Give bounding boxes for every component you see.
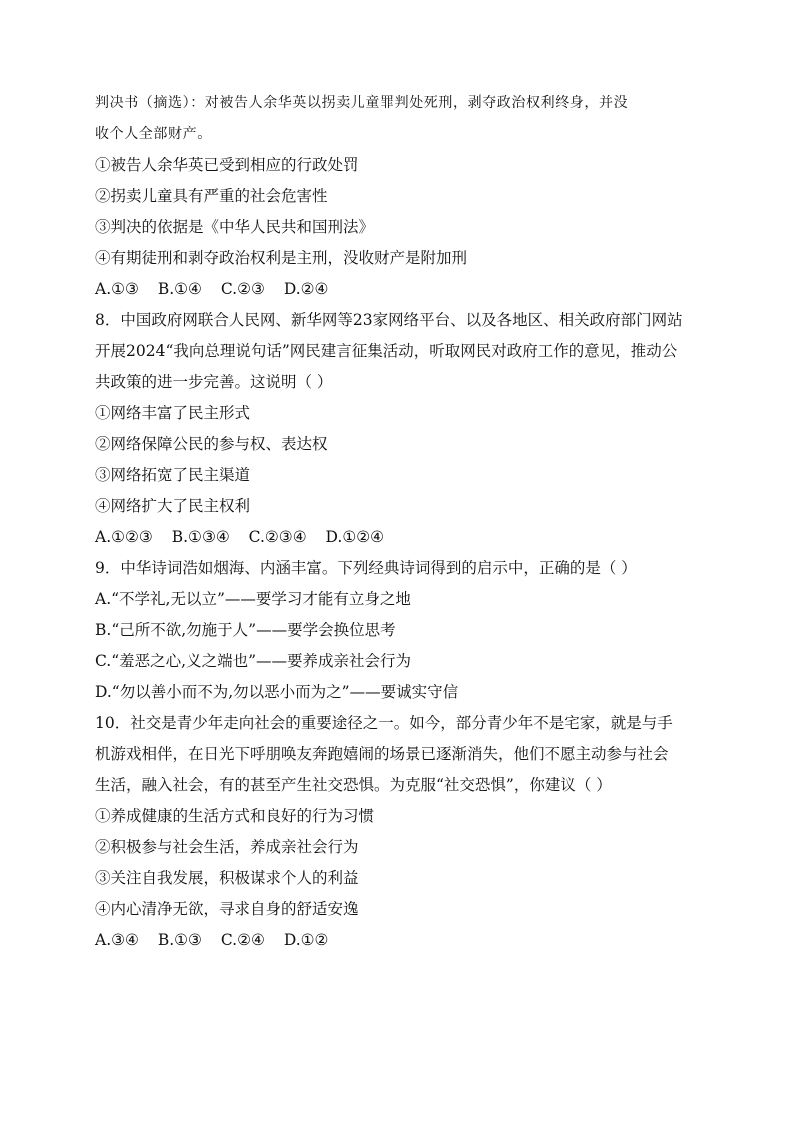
q10-statement-2: ②积极参与社会生活，养成亲社会行为 bbox=[95, 838, 359, 856]
q8-statement-1: ①网络丰富了民主形式 bbox=[95, 404, 251, 422]
exam-page bbox=[95, 88, 705, 956]
q8-statement-4: ④网络扩大了民主权利 bbox=[95, 497, 251, 515]
q10-statement-4: ④内心清净无欲，寻求自身的舒适安逸 bbox=[95, 900, 359, 918]
q8-statement-2: ②网络保障公民的参与权、表达权 bbox=[95, 435, 328, 453]
q8-stem-line-3: 共政策的进一步完善。这说明（ ） bbox=[95, 373, 333, 391]
q10-stem-line-2: 机游戏相伴，在日光下呼朋唤友奔跑嬉闹的场景已逐渐消失，他们不愿主动参与社会 bbox=[95, 745, 669, 763]
q10-statement-3: ③关注自我发展，积极谋求个人的利益 bbox=[95, 869, 359, 887]
q9-option-b: B.“己所不欲,勿施于人”——要学会换位思考 bbox=[95, 621, 396, 639]
question-8 bbox=[95, 305, 705, 553]
q9-stem: 9．中华诗词浩如烟海、内涵丰富。下列经典诗词得到的启示中，正确的是（ ） bbox=[95, 559, 637, 577]
q9-option-a: A.“不学礼,无以立”——要学习才能有立身之地 bbox=[95, 590, 411, 608]
question-7-continued bbox=[95, 88, 705, 305]
question-10 bbox=[95, 708, 705, 956]
q10-answer-choices: A.③④ B.①③ C.②④ D.①② bbox=[95, 931, 329, 949]
q7-answer-choices: A.①③ B.①④ C.②③ D.②④ bbox=[95, 280, 329, 298]
q9-option-c: C.“羞恶之心,义之端也”——要养成亲社会行为 bbox=[95, 652, 412, 670]
q8-answer-choices: A.①②③ B.①③④ C.②③④ D.①②④ bbox=[95, 528, 385, 546]
q10-stem-line-1: 10．社交是青少年走向社会的重要途径之一。如今，部分青少年不是宅家，就是与手 bbox=[95, 714, 673, 732]
q10-stem-line-3: 生活，融入社会，有的甚至产生社交恐惧。为克服“社交恐惧”，你建议（ ） bbox=[95, 776, 612, 794]
q9-option-d: D.“勿以善小而不为,勿以恶小而为之”——要诚实守信 bbox=[95, 683, 459, 701]
q7-statement-1: ①被告人余华英已受到相应的行政处罚 bbox=[95, 156, 359, 174]
q7-statement-2: ②拐卖儿童具有严重的社会危害性 bbox=[95, 187, 328, 205]
verdict-excerpt-line-1: 判决书（摘选）：对被告人余华英以拐卖儿童罪判处死刑，剥夺政治权利终身，并没 bbox=[95, 95, 629, 111]
verdict-excerpt-line-2: 收个人全部财产。 bbox=[95, 126, 212, 142]
q8-stem-line-1: 8．中国政府网联合人民网、新华网等23家网络平台、以及各地区、相关政府部门网站 bbox=[95, 311, 683, 329]
q8-stem-line-2: 开展2024“我向总理说句话”网民建言征集活动，听取网民对政府工作的意见，推动公 bbox=[95, 342, 678, 360]
q8-statement-3: ③网络拓宽了民主渠道 bbox=[95, 466, 251, 484]
q7-statement-3: ③判决的依据是《中华人民共和国刑法》 bbox=[95, 218, 375, 236]
question-9 bbox=[95, 553, 705, 708]
q10-statement-1: ①养成健康的生活方式和良好的行为习惯 bbox=[95, 807, 375, 825]
q7-statement-4: ④有期徒刑和剥夺政治权利是主刑，没收财产是附加刑 bbox=[95, 249, 468, 267]
